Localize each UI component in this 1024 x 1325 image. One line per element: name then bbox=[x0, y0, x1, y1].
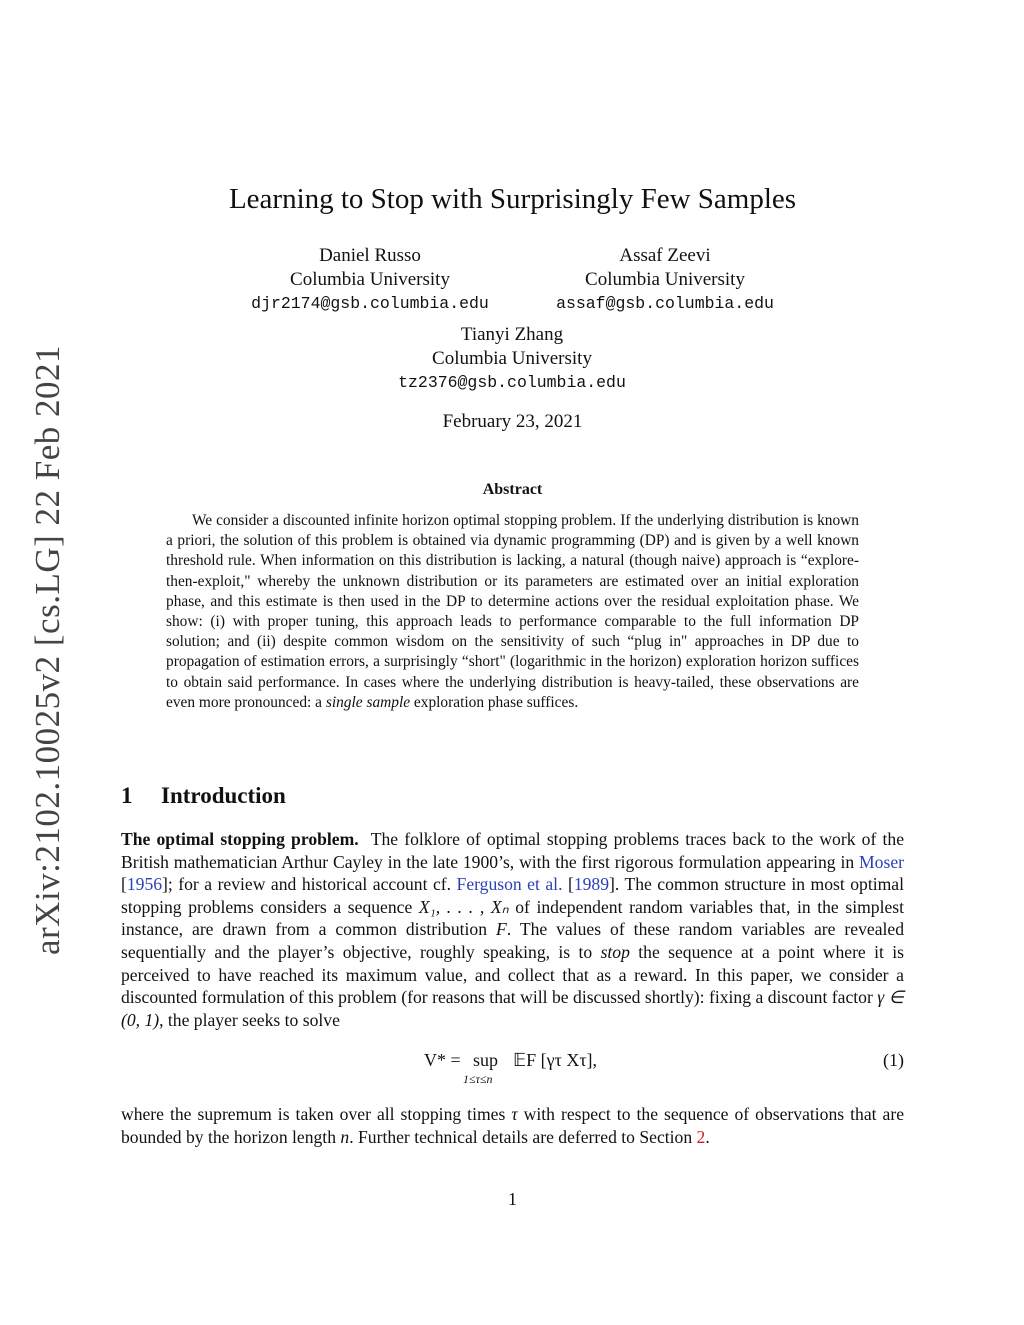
abstract-text: We consider a discounted infinite horizon optimal stopping problem. If the underlying distribution is known a priori, the solution of this problem is obtained via dynamic programming (DP) and is given by a well known threshold rule. When information on this distribution is lacking, a natural (though naive) approach is “explore-then-exploit," whereby the unknown distribution or its parameters are estimated over an initial exploration phase, and this estimate is then used in the DP to determine actions over the residual exploitation phase. We show: (i) with proper tuning, this approach leads to performance comparable to the full information DP solution; and (ii) despite common wisdom on the sensitivity of such “plug in" approaches in DP due to propagation of estimation errors, a surprisingly “short" (logarithmic in the horizon) exploration horizon suffices to obtain said performance. In cases where the underlying distribution is heavy-tailed, these observations are even more pronounced: a single sample exploration phase suffices. bbox=[166, 512, 859, 711]
author-email[interactable]: tz2376@gsb.columbia.edu bbox=[398, 373, 626, 392]
section-heading bbox=[121, 783, 286, 809]
equation-sup: sup bbox=[473, 1050, 499, 1070]
author-block bbox=[362, 323, 662, 395]
paragraph-heading: The optimal stopping problem. bbox=[121, 829, 359, 849]
author-affiliation: Columbia University bbox=[585, 269, 745, 290]
equation-number: (1) bbox=[883, 1050, 904, 1070]
author-name: Daniel Russo bbox=[319, 245, 421, 266]
math-inline: X₁, . . . , Xₙ bbox=[418, 896, 509, 917]
paper-date: February 23, 2021 bbox=[442, 411, 583, 432]
section-number: 1 bbox=[121, 783, 133, 808]
paragraph-after-equation: where the supremum is taken over all stopping times τ with respect to the sequence of observations that are bounded by the horizon length n. Further technical details are deferred to Section 2. bbox=[121, 1104, 905, 1147]
display-equation bbox=[121, 1046, 904, 1090]
citation-link[interactable]: Ferguson et al. bbox=[456, 874, 563, 895]
citation-year-link[interactable]: 1989 bbox=[573, 874, 610, 895]
math-inline: n bbox=[340, 1126, 350, 1147]
author-affiliation: Columbia University bbox=[290, 269, 450, 290]
author-block bbox=[515, 244, 815, 316]
intro-paragraph: The optimal stopping problem. The folklore of optimal stopping problems traces back to the work of the British mathematician Arthur Cayley in the late 1900’s, with the first rigorous formulation appearing in Moser [1956]; for a review and historical account cf. Ferguson et al. [1989]. The common structure in most optimal stopping problems considers a sequence X₁, . . . , Xₙ of independent random variables that, in the simplest instance, are drawn from a common distribution F. The values of these random variables are revealed sequentially and the player’s objective, roughly speaking, is to stop the sequence at a point where it is perceived to have reached its maximum value, and collect that as a reward. In this paper, we consider a discounted formulation of this problem (for reasons that will be discussed shortly): fixing a discount factor γ ∈ (0, 1), the player seeks to solve bbox=[121, 829, 905, 1030]
math-inline: τ bbox=[511, 1104, 518, 1124]
citation-link[interactable]: Moser bbox=[859, 851, 904, 872]
author-name: Tianyi Zhang bbox=[460, 324, 564, 345]
abstract-emphasis: single sample bbox=[325, 693, 411, 711]
author-email[interactable]: assaf@gsb.columbia.edu bbox=[556, 294, 774, 313]
abstract-heading: Abstract bbox=[482, 481, 543, 498]
paper-title: Learning to Stop with Surprisingly Few Samples bbox=[228, 183, 797, 215]
emphasis-text: stop bbox=[600, 941, 630, 962]
author-block bbox=[220, 244, 520, 316]
page-number: 1 bbox=[508, 1189, 517, 1209]
equation-expression: 𝔼F [γτ Xτ], bbox=[513, 1050, 598, 1070]
math-inline: γ ∈ (0, 1) bbox=[121, 987, 904, 1030]
author-name: Assaf Zeevi bbox=[619, 245, 711, 266]
author-affiliation: Columbia University bbox=[432, 348, 592, 369]
arxiv-sidebar-stamp bbox=[28, 344, 68, 956]
section-ref-link[interactable]: 2 bbox=[696, 1126, 706, 1147]
math-inline: F bbox=[496, 919, 507, 940]
equation-subscript: 1≤τ≤n bbox=[463, 1072, 493, 1086]
equation-lhs: V* = bbox=[424, 1050, 461, 1070]
section-title: Introduction bbox=[161, 783, 286, 808]
arxiv-id: arXiv:2102.10025v2 [cs.LG] 22 Feb 2021 bbox=[28, 344, 68, 956]
citation-year-link[interactable]: 1956 bbox=[126, 874, 163, 895]
author-email[interactable]: djr2174@gsb.columbia.edu bbox=[251, 294, 489, 313]
